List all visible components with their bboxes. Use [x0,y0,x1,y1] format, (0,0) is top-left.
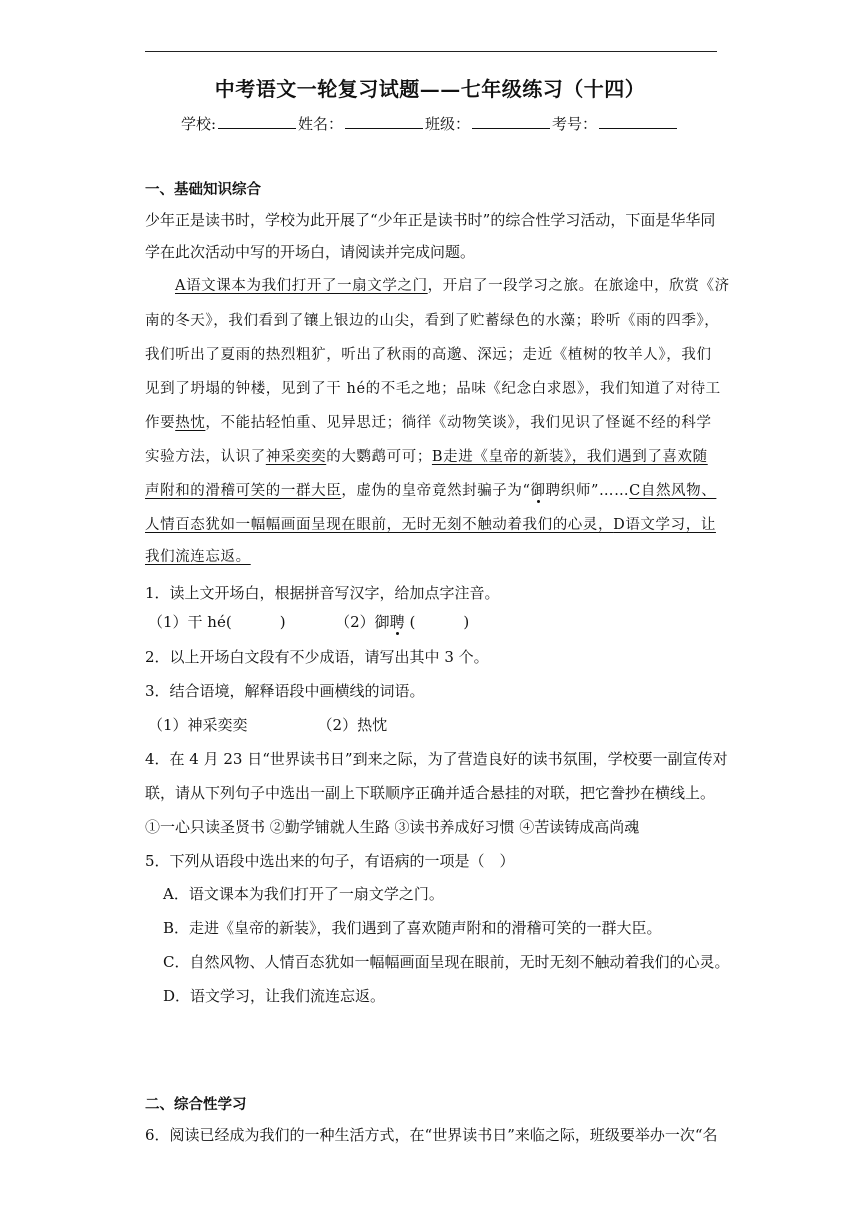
passage-text: 聘 [545,483,561,499]
q1-opt1-close: ) [279,613,286,631]
question-1-options [148,612,723,632]
sentence-c-start: C自然风物、 [629,483,717,499]
school-label: 学校: [180,115,216,133]
question-2: 2．以上开场白文段有不少成语，请写出其中 3 个。 [145,648,489,666]
passage-text: 的大鹦鹉可可； [326,449,432,465]
sentence-b-end: 声附和的滑稽可笑的一群大臣 [145,483,342,499]
q1-opt2-open: ( [409,613,416,631]
passage-text: 织师”…… [560,483,630,499]
name-blank[interactable] [345,114,423,129]
passage-line-8 [145,515,720,535]
q5-option-c[interactable]: C．自然风物、人情百态犹如一幅幅画面呈现在眼前，无时无刻不触动着我们的心灵。 [163,953,730,971]
class-blank[interactable] [472,114,550,129]
passage-text: 实验方法，认识了 [145,449,266,465]
q5-option-a[interactable]: A．语文课本为我们打开了一扇文学之门。 [163,885,444,903]
q3-opt1: （1）神采奕奕 [148,716,248,734]
school-blank[interactable] [218,114,296,129]
question-6: 6．阅读已经成为我们的一种生活方式，在“世界读书日”来临之际，班级要举办一次“名 [145,1126,718,1144]
passage-text: 作要 [145,415,176,431]
section1-heading: 一、基础知识综合 [145,181,261,198]
question-4-options: ①一心只读圣贤书 ②勤学铺就人生路 ③读书养成好习惯 ④苦读铸成高尚魂 [145,818,640,836]
header-rule [145,51,717,52]
question-3-options [148,715,723,735]
word-shencaiyiyi: 神采奕奕 [265,449,327,465]
passage-line-4: 见到了坍塌的钟楼，见到了干 hé的不毛之地；品味《纪念白求恩》，我们知道了对待工 [145,381,721,397]
q5-option-d[interactable]: D．语文学习，让我们流连忘返。 [163,987,386,1005]
passage-line-6 [145,447,720,467]
q1-opt2-label: （2）御 [335,613,390,631]
section2-heading: 二、综合性学习 [145,1096,247,1113]
dotted-char-pin: 聘 [389,613,405,631]
passage-text: ，开启了一段学习之旅。在旅途中，欣赏《济 [427,278,730,294]
sentence-c-end: 人情百态犹如一幅幅画面呈现在眼前，无时无刻不触动着我们的心灵， [145,517,614,533]
question-1: 1．读上文开场白，根据拼音写汉字，给加点字注音。 [145,584,500,602]
q5-option-b[interactable]: B．走进《皇帝的新装》，我们遇到了喜欢随声附和的滑稽可笑的一群大臣。 [163,919,662,937]
passage-line-9 [145,547,720,567]
name-label: 姓名： [298,115,344,133]
sentence-d-start: D语文学习，让 [613,517,716,533]
q1-opt1-label: （1）干 hé( [148,613,232,631]
number-blank[interactable] [599,114,677,129]
question-4-line-1: 4．在 4 月 23 日“世界读书日”到来之际，为了营造良好的读书氛围，学校要一副宣传对 [145,750,728,768]
page-title: 中考语文一轮复习试题——七年级练习（十四） [214,77,646,101]
passage-text: ，虚伪的皇帝竟然封骗子为“ [341,483,531,499]
word-rechen: 热忱 [175,415,206,431]
q3-opt2: （2）热忱 [317,716,388,734]
number-label: 考号： [552,115,598,133]
passage-line-2: 南的冬天》，我们看到了镶上银边的山尖，看到了贮蓄绿色的水藻；聆听《雨的四季》， [145,313,720,329]
sentence-a: A语文课本为我们打开了一扇文学之门 [175,278,428,294]
sentence-b-start: B走进《皇帝的新装》，我们遇到了喜欢随 [431,449,708,465]
q1-opt2-close: ) [463,613,470,631]
passage-line-3: 我们听出了夏雨的热烈粗犷，听出了秋雨的高邈、深远；走近《植树的牧羊人》，我们 [145,347,712,363]
passage-text: ，不能拈轻怕重、见异思迁；徜徉《动物笑谈》，我们见识了怪诞不经的科学 [205,415,712,431]
dotted-char-yu: 御 [530,483,546,499]
question-4-line-2: 联，请从下列句子中选出一副上下联顺序正确并适合悬挂的对联，把它誊抄在横线上。 [145,784,716,802]
class-label: 班级： [425,115,471,133]
passage-line-7 [145,481,720,501]
passage-line-5 [145,413,720,433]
question-5: 5．下列从语段中选出来的句子，有语病的一项是（ ） [145,852,515,870]
intro-line-1: 少年正是读书时，学校为此开展了“少年正是读书时”的综合性学习活动，下面是华华同 [145,211,716,229]
passage-line-1 [175,276,750,296]
question-3: 3．结合语境，解释语段中画横线的词语。 [145,682,425,700]
intro-line-2: 学在此次活动中写的开场白，请阅读并完成问题。 [145,243,476,261]
sentence-d-end: 我们流连忘返。 [145,549,251,565]
student-info-row [0,113,860,134]
